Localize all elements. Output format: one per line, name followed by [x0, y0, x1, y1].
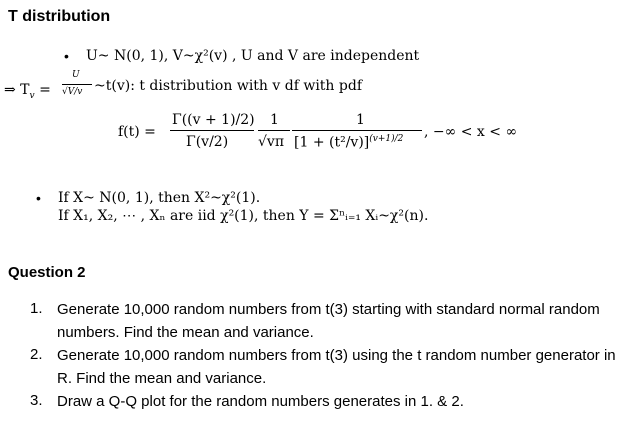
- pdf-fraction-bar-2: [258, 130, 290, 131]
- pdf-fraction-bar-1: [170, 130, 254, 131]
- list-item-line: numbers. Find the mean and variance.: [57, 324, 314, 341]
- pdf-bracket-exponent: (v+1)/2: [369, 134, 404, 144]
- tv-subscript: v: [29, 90, 35, 101]
- pdf-bracket-base: [1 + (t²/v)]: [294, 134, 370, 151]
- tv-equals: =: [39, 82, 51, 98]
- list-item-number: 2.: [30, 346, 43, 363]
- list-item-line: R. Find the mean and variance.: [57, 370, 267, 387]
- list-item-number: 3.: [30, 392, 43, 409]
- pdf-lhs: f(t) =: [118, 124, 156, 140]
- tv-symbol: ⇒ T: [4, 82, 30, 98]
- list-item-line: Draw a Q-Q plot for the random numbers generates in 1. & 2.: [57, 393, 464, 410]
- pdf-numerator-one: 1: [270, 112, 279, 128]
- pdf-range: , −∞ < x < ∞: [424, 124, 518, 140]
- tv-denominator: √V/v: [62, 87, 83, 97]
- list-item-number: 1.: [30, 300, 43, 317]
- pdf-denominator-sqrt: √vπ: [258, 134, 285, 150]
- bullet2-line1: If X~ N(0, 1), then X²~χ²(1).: [58, 190, 261, 206]
- list-item-text: [57, 344, 616, 390]
- list-item-line: Generate 10,000 random numbers from t(3) starting with standard normal random: [57, 301, 600, 318]
- pdf-numerator-one-b: 1: [356, 112, 365, 128]
- tv-fraction-bar: [62, 84, 92, 85]
- list-item: [30, 300, 43, 318]
- tv-description: ~t(v): t distribution with v df with pdf: [94, 78, 362, 94]
- tv-prefix: [4, 82, 51, 101]
- pdf-numerator-gamma: Γ((v + 1)/2): [172, 112, 255, 128]
- list-item: [30, 346, 43, 364]
- list-item-text: [57, 390, 464, 413]
- pdf-denominator-bracket: [294, 134, 403, 151]
- question-title: Question 2: [8, 264, 86, 281]
- pdf-denominator-gamma: Γ(v/2): [186, 134, 229, 150]
- section-title: T distribution: [8, 8, 111, 25]
- tv-numerator: U: [72, 70, 80, 80]
- bullet-icon: •: [64, 48, 69, 64]
- bullet-icon: •: [36, 190, 41, 206]
- bullet1-text: U~ N(0, 1), V~χ²(v) , U and V are independent: [86, 48, 420, 64]
- list-item: [30, 392, 43, 410]
- bullet2-line2: If X₁, X₂, ⋯ , Xₙ are iid χ²(1), then Y = Σⁿᵢ₌₁ Xᵢ~χ²(n).: [58, 208, 429, 224]
- pdf-fraction-bar-3: [292, 130, 422, 131]
- list-item-text: [57, 298, 600, 344]
- list-item-line: Generate 10,000 random numbers from t(3) using the t random number generator in: [57, 347, 616, 364]
